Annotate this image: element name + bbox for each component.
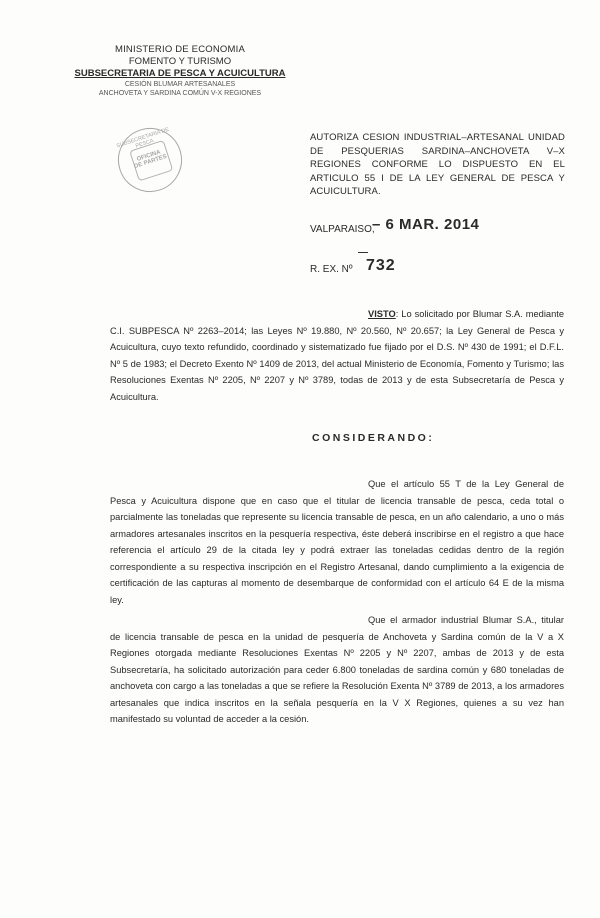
header-ministry-sub: FOMENTO Y TURISMO <box>128 56 232 67</box>
considerando-paragraph-2: Que el armador industrial Blumar S.A., titular de licencia transable de pesca en la unidad de pesquería de Anchoveta y Sardina común de la V a X Regiones otorgada mediante Resoluciones Exentas Nº 2205 y Nº 2207, ambas de 2013 y de esta Subsecretaría, ha solicitado autorización para ceder 6.800 toneladas de sardina común y 680 toneladas de anchoveta con cargo a las toneladas a que se refiere la Resolución Exenta Nº 3789 de 2013, a los armadores artesanales que indica inscritos en la señala pesquería en la V X Regiones, quienes a su vez han manifestado su voluntad de acceder a la cesión. <box>110 615 564 724</box>
stamp-outer-text: SUBSECRETARIA DE PESCA <box>115 126 170 150</box>
ministry-header <box>70 44 290 98</box>
visto-text: : Lo solicitado por Blumar S.A. mediante C.I. SUBPESCA Nº 2263–2014; las Leyes Nº 19.880, Nº 20.560, Nº 20.657; la Ley General de Pesca y Acuicultura, cuyo texto refundido, coordinado y sistematizado fue fijado por el D.S. Nº 430 de 1991; el D.F.L. Nº 5 de 1983; el Decreto Exento Nº 1409 de 2013, del actual Ministerio de Economía, Fomento y Turismo; las Resoluciones Exentas Nº 2205, Nº 2207 y Nº 3789, todas de 2013 y de esta Subsecretaría de Pesca y Acuicultura. <box>110 309 564 402</box>
header-ministry: MINISTERIO DE ECONOMIA <box>114 44 246 55</box>
visto-paragraph <box>110 306 564 405</box>
document-subject: AUTORIZA CESION INDUSTRIAL–ARTESANAL UNIDAD DE PESQUERIAS SARDINA–ANCHOVETA V–X REGIONES CONFORME LO DISPUESTO EN EL ARTICULO 55 I DE LA LEY GENERAL DE PESCA Y ACUICULTURA. <box>310 132 565 197</box>
divider-dash <box>358 252 368 253</box>
header-subsecretaria: SUBSECRETARIA DE PESCA Y ACUICULTURA <box>74 68 286 79</box>
visto-label: VISTO <box>368 309 396 319</box>
considerando-heading: CONSIDERANDO: <box>312 432 435 444</box>
header-reference-2: ANCHOVETA Y SARDINA COMÚN V-X REGIONES <box>98 90 262 97</box>
considerando-paragraph-1: Que el artículo 55 T de la Ley General de Pesca y Acuicultura dispone que en caso que el titular de licencia transable de pesca, ceda total o parcialmente las toneladas que represente su licencia transable de pesca, en un año calendario, a uno o más armadores artesanales inscritos en la pesquería respectiva, éste deberá inscribirse en el registro a que hace referencia el artículo 29 de la citada ley y podrá extraer las toneladas cedidas dentro de la región correspondiente a su respectiva inscripción en el Registro Artesanal, dando cumplimiento a la exigencia de certificación de las capturas al momento de desembarque de conformidad con el artículo 64 E de la misma ley. <box>110 479 564 605</box>
date-stamp: – 6 MAR. 2014 <box>372 216 480 233</box>
resolution-label: R. EX. Nº <box>310 264 353 275</box>
date-label: VALPARAISO, <box>310 224 375 235</box>
header-reference-1: CESIÓN BLUMAR ARTESANALES <box>124 81 236 88</box>
stamp-inner-text: OFICINA DE PARTES <box>133 149 168 170</box>
resolution-number: 732 <box>366 257 396 274</box>
office-stamp <box>110 120 191 201</box>
